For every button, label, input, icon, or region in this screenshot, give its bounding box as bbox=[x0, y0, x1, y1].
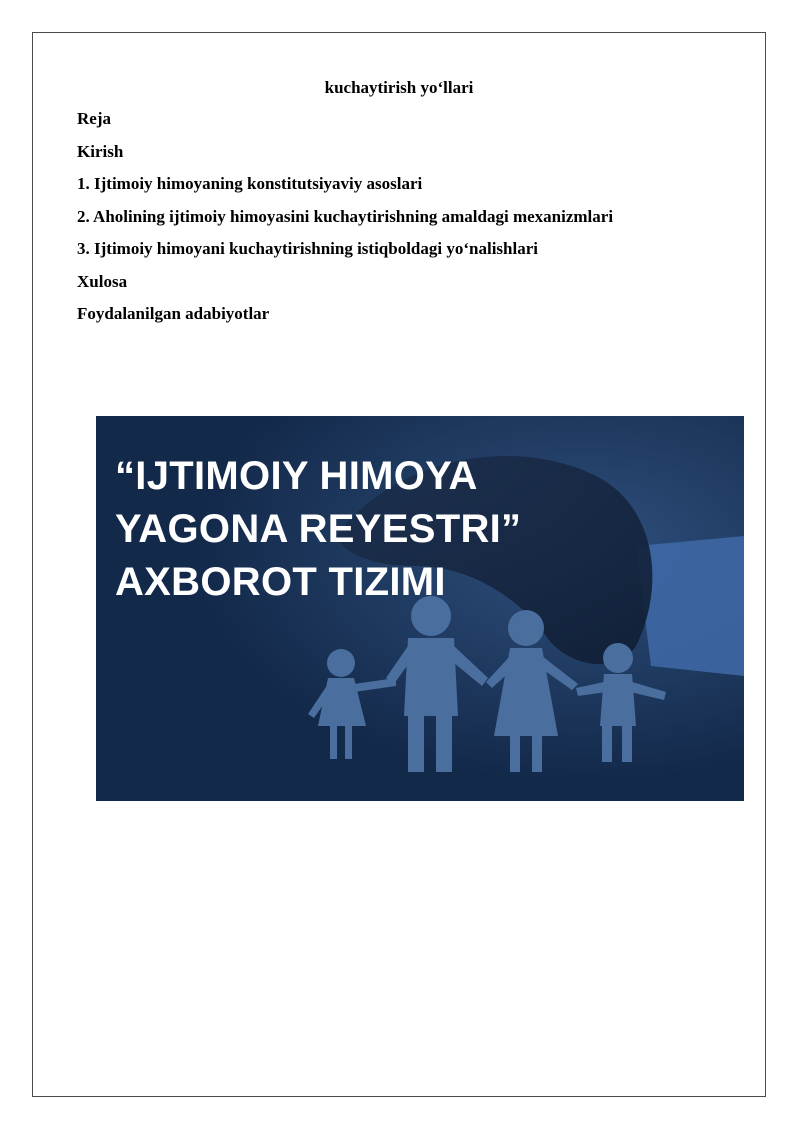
sleeve-shape bbox=[636, 536, 744, 676]
banner-line-1: “IJTIMOIY HIMOYA bbox=[115, 454, 478, 498]
plan-item-1: 1. Ijtimoiy himoyaning konstitutsiyaviy asoslari bbox=[77, 174, 423, 193]
banner-line-2: YAGONA REYESTRI” bbox=[115, 507, 522, 551]
banner-image bbox=[96, 416, 744, 801]
plan-item-3: 3. Ijtimoiy himoyani kuchaytirishning istiqboldagi yo‘nalishlari bbox=[77, 239, 538, 258]
plan-item-references: Foydalanilgan adabiyotlar bbox=[77, 304, 270, 323]
banner-line-3: AXBOROT TIZIMI bbox=[115, 560, 446, 604]
plan-item-conclusion: Xulosa bbox=[77, 271, 128, 291]
plan-heading: Reja bbox=[77, 109, 111, 128]
document-title: kuchaytirish yo‘llari bbox=[324, 78, 474, 97]
banner-heading bbox=[115, 450, 521, 609]
plan-item-introduction: Kirish bbox=[77, 141, 124, 161]
plan-list bbox=[77, 108, 613, 336]
plan-item-2: 2. Aholining ijtimoiy himoyasini kuchaytirishning amaldagi mexanizmlari bbox=[77, 206, 614, 226]
